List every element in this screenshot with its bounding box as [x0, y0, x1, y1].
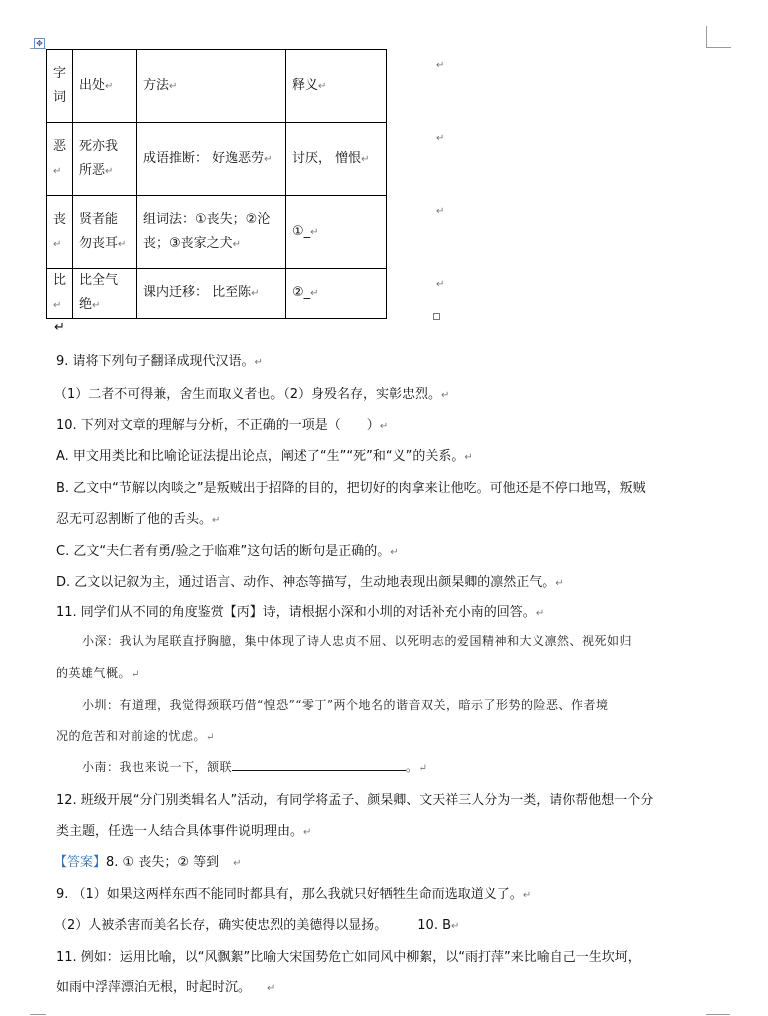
header-word: 字词	[47, 50, 73, 123]
row-end-mark: ↵	[436, 206, 445, 217]
cell-meaning: ②_↵	[286, 269, 387, 319]
answer-9-1: 9. （1）如果这两样东西不能同时都具有，那么我就只好牺牲生命而选取道义了。↵	[56, 887, 532, 902]
option-b-line2: 忍无可忍割断了他的舌头。↵	[56, 512, 221, 527]
question-9: 9. 请将下列句子翻译成现代汉语。↵	[56, 354, 263, 369]
dialogue-xiaozhen-line1: 小圳：有道理，我觉得颈联巧借“惶恐”“零丁”两个地名的谐音双关，暗示了形势的险恶、作者境	[82, 698, 609, 712]
cell-word: 恶↵	[47, 123, 73, 196]
question-9-items: （1）二者不可得兼，舍生而取义者也。（2）身殁名存，实彰忠烈。↵	[54, 387, 450, 402]
cell-meaning: ①_↵	[286, 196, 387, 269]
option-a: A. 甲文用类比和比喻论证法提出论点，阐述了“生”“死”和“义”的关系。↵	[56, 449, 473, 464]
question-12-line1: 12. 班级开展“分门别类辑名人”活动，有同学将孟子、颜杲卿、文天祥三人分为一类，请你帮他想一个分	[56, 793, 654, 808]
answer-11-line1: 11. 例如：运用比喻，以“风飘絮”比喻大宋国势危亡如同风中柳絮，以“雨打萍”来比喻自己一生坎坷，	[56, 950, 641, 965]
crop-mark-bottom-right	[706, 1014, 730, 1015]
dialogue-xiaozhen-line2: 况的危苦和对前途的忧虑。↵	[56, 729, 215, 743]
vocab-table	[46, 49, 387, 319]
header-source: 出处↵	[73, 50, 137, 123]
cell-method: 组词法：①丧失；②沦丧；③丧家之犬↵	[137, 196, 286, 269]
table-row	[47, 123, 387, 196]
question-12-line2: 类主题，任选一人结合具体事件说明理由。↵	[56, 824, 312, 839]
table-row	[47, 269, 387, 319]
dialogue-xiaoshen-line2: 的英雄气概。↵	[56, 666, 140, 680]
cell-source: 死亦我所恶↵	[73, 123, 137, 196]
cell-meaning: 讨厌， 憎恨↵	[286, 123, 387, 196]
option-b-line1: B. 乙文中“节解以肉啖之”是叛贼出于招降的目的，把切好的肉拿来让他吃。可他还是不停口地骂，叛贼	[56, 481, 646, 496]
question-11: 11. 同学们从不同的角度鉴赏【丙】诗，请根据小深和小圳的对话补充小南的回答。↵	[56, 605, 545, 620]
table-header-row	[47, 50, 387, 123]
answer-8: 【答案】8. ① 丧失；② 等到 ↵	[54, 855, 242, 870]
answer-blank[interactable]	[232, 759, 406, 771]
cell-word: 丧↵	[47, 196, 73, 269]
option-d: D. 乙文以记叙为主，通过语言、动作、神态等描写，生动地表现出颜杲卿的凛然正气。↵	[56, 575, 564, 590]
table-move-handle-icon[interactable]: ✥	[34, 38, 45, 49]
cell-method: 成语推断： 好逸恶劳↵	[137, 123, 286, 196]
crop-mark-top-right	[706, 26, 731, 48]
cell-source: 贤者能勿丧耳↵	[73, 196, 137, 269]
crop-mark-bottom-left	[30, 1014, 46, 1015]
cell-source: 比全气绝↵	[73, 269, 137, 319]
answer-tag: 【答案】	[54, 855, 107, 870]
answer-11-line2: 如雨中浮萍漂泊无根，时起时沉。 ↵	[56, 980, 276, 995]
dialogue-xiaonan: 小南：我也来说一下，颔联 。↵	[82, 760, 428, 774]
row-end-mark: ↵	[436, 60, 445, 71]
header-meaning: 释义↵	[286, 50, 387, 123]
dialogue-xiaoshen-line1: 小深：我认为尾联直抒胸臆，集中体现了诗人忠贞不屈、以死明志的爱国精神和大义凛然、视死如归	[82, 634, 633, 648]
cell-word: 比↵	[47, 269, 73, 319]
row-end-mark: ↵	[436, 133, 445, 144]
table-resize-handle[interactable]	[433, 313, 440, 320]
row-end-mark: ↵	[436, 279, 445, 290]
cell-method: 课内迁移： 比至陈↵	[137, 269, 286, 319]
answer-9-2: （2）人被杀害而美名长存，确实使忠烈的美德得以显扬。 10. B↵	[54, 918, 460, 933]
paragraph-mark: ↵	[54, 320, 65, 335]
header-method: 方法↵	[137, 50, 286, 123]
table-row	[47, 196, 387, 269]
question-10: 10. 下列对文章的理解与分析，不正确的一项是（ ）↵	[56, 418, 389, 433]
option-c: C. 乙文“夫仁者有勇/验之于临难”这句话的断句是正确的。↵	[56, 544, 399, 559]
